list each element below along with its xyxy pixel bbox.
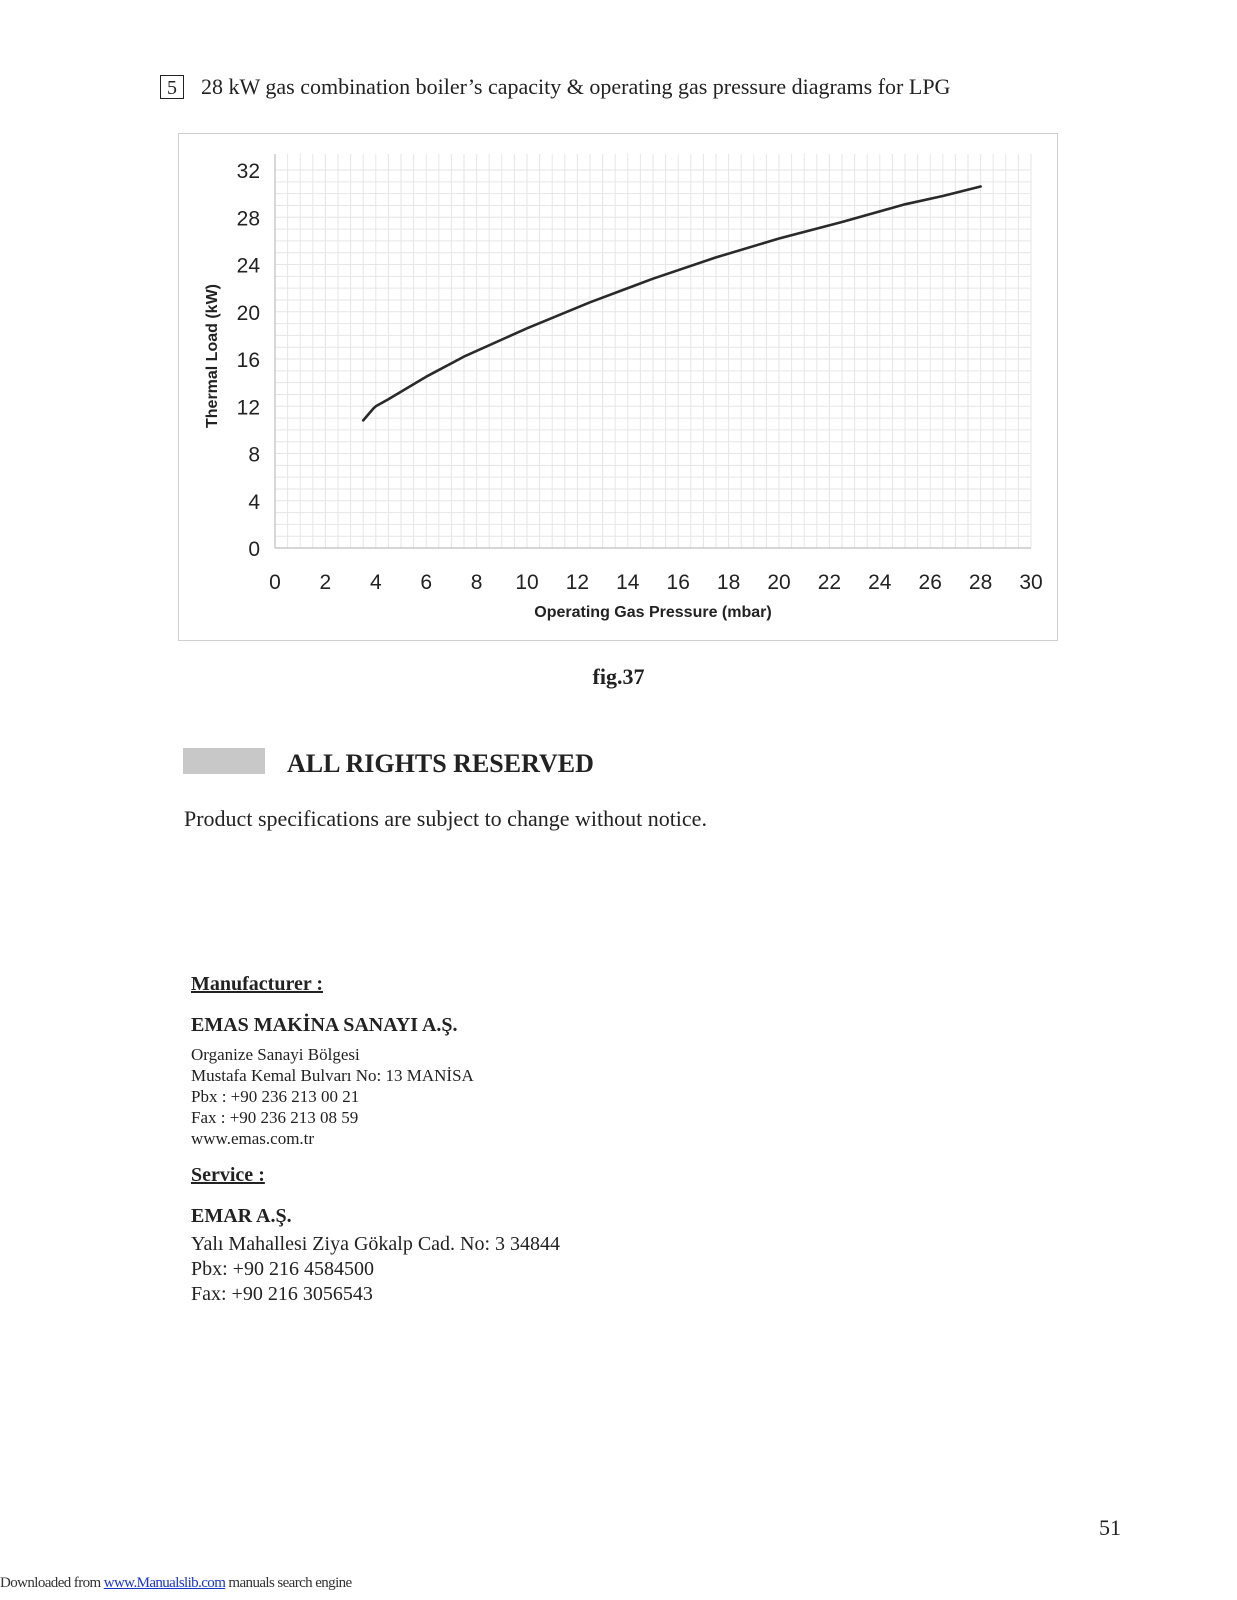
service-line: Pbx: +90 216 4584500 [191, 1258, 374, 1280]
y-tick-labels [237, 160, 261, 561]
service-line: Yalı Mahallesi Ziya Gökalp Cad. No: 3 34844 [191, 1233, 561, 1255]
manufacturer-line: www.emas.com.tr [191, 1129, 315, 1148]
manufacturer-line: Organize Sanayi Bölgesi [191, 1045, 360, 1064]
y-tick-label: 16 [236, 349, 260, 372]
x-tick-label: 14 [616, 571, 640, 594]
y-tick-label: 24 [236, 254, 260, 278]
x-tick-label: 22 [817, 571, 842, 594]
x-tick-label: 10 [515, 571, 539, 594]
manufacturer-company: EMAS MAKİNA SANAYI A.Ş. [191, 1014, 458, 1036]
x-tick-label: 6 [420, 571, 433, 594]
y-tick-label: 32 [236, 160, 260, 183]
x-tick-label: 30 [1019, 571, 1043, 594]
x-tick-label: 4 [369, 571, 382, 594]
service-address [191, 1232, 560, 1307]
y-tick-label: 20 [236, 301, 260, 325]
manufacturer-heading: Manufacturer : [191, 973, 324, 995]
service-heading: Service : [191, 1164, 265, 1186]
y-tick-label: 28 [236, 207, 260, 231]
x-tick-label: 20 [767, 571, 791, 594]
rights-heading: ALL RIGHTS RESERVED [287, 749, 594, 778]
x-tick-label: 16 [666, 571, 690, 594]
service-company: EMAR A.Ş. [191, 1205, 292, 1227]
rights-marker-bar [183, 748, 265, 774]
specification-note: Product specifications are subject to change without notice. [184, 806, 707, 831]
service-line: Fax: +90 216 3056543 [191, 1283, 373, 1305]
y-axis-label: Thermal Load (kW) [204, 283, 221, 429]
y-tick-label: 0 [248, 538, 260, 561]
section-title: 28 kW gas combination boiler’s capacity & operating gas pressure diagrams for LPG [201, 74, 951, 99]
chart-frame [178, 133, 1058, 641]
section-number: 5 [160, 75, 184, 99]
figure-caption: fig.37 [592, 664, 645, 689]
x-tick-label: 26 [918, 571, 942, 594]
download-footer [0, 1575, 352, 1592]
x-tick-label: 12 [565, 571, 590, 594]
manufacturer-line: Fax : +90 236 213 08 59 [191, 1108, 359, 1127]
page-number: 51 [1099, 1515, 1121, 1540]
manufacturer-line: Mustafa Kemal Bulvarı No: 13 MANİSA [191, 1066, 474, 1085]
capacity-pressure-chart [179, 134, 1059, 642]
footer-suffix: manuals search engine [225, 1575, 352, 1591]
x-tick-label: 18 [716, 571, 741, 594]
manufacturer-line: Pbx : +90 236 213 00 21 [191, 1087, 360, 1106]
x-tick-label: 0 [269, 571, 281, 594]
manufacturer-address [191, 1044, 474, 1149]
y-tick-label: 8 [248, 443, 260, 467]
x-tick-labels [269, 571, 1043, 594]
chart-grid [275, 154, 1031, 548]
thermal-load-line [363, 187, 980, 421]
x-tick-label: 24 [868, 571, 892, 594]
x-axis-label: Operating Gas Pressure (mbar) [534, 604, 772, 621]
footer-prefix: Downloaded from [0, 1575, 104, 1591]
y-tick-label: 4 [248, 490, 260, 514]
x-tick-label: 28 [968, 571, 993, 594]
y-tick-label: 12 [236, 396, 260, 420]
x-tick-label: 2 [319, 571, 332, 594]
x-tick-label: 8 [470, 571, 483, 594]
manualslib-link[interactable]: www.Manualslib.com [103, 1575, 226, 1591]
